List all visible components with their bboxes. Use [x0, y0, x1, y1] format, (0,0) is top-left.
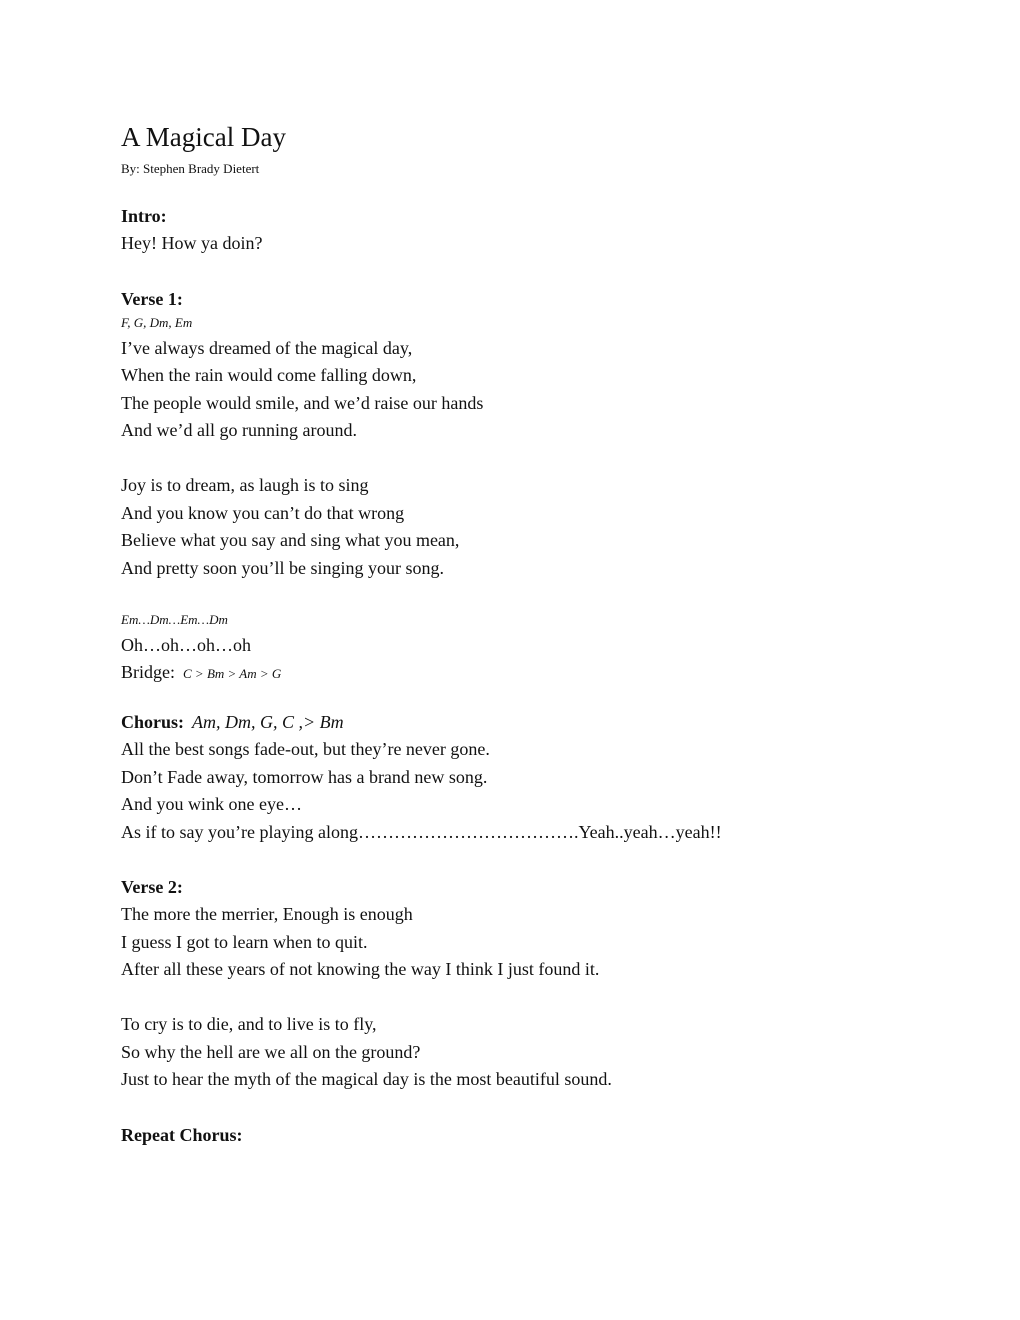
- verse1-line: When the rain would come falling down,: [121, 365, 417, 385]
- chorus-line: Don’t Fade away, tomorrow has a brand new song.: [121, 767, 488, 787]
- verse1-line: And we’d all go running around.: [121, 420, 357, 440]
- verse1-line: I’ve always dreamed of the magical day,: [121, 338, 413, 358]
- verse1-line: And pretty soon you’ll be singing your song.: [121, 558, 444, 578]
- verse2-line: I guess I got to learn when to quit.: [121, 932, 368, 952]
- intro-heading: Intro:: [121, 206, 167, 226]
- verse1-line: The people would smile, and we’d raise our hands: [121, 393, 484, 413]
- pre-bridge-chords: Em…Dm…Em…Dm: [121, 612, 228, 627]
- pre-bridge-line: Oh…oh…oh…oh: [121, 635, 251, 655]
- repeat-chorus-heading: Repeat Chorus:: [121, 1125, 243, 1145]
- verse1-line: Believe what you say and sing what you mean,: [121, 530, 460, 550]
- song-byline: By: Stephen Brady Dietert: [121, 161, 260, 176]
- verse1-chords: F, G, Dm, Em: [121, 315, 193, 330]
- chorus-line: As if to say you’re playing along……………………………….Yeah..yeah…yeah!!: [121, 822, 722, 842]
- verse1-line: And you know you can’t do that wrong: [121, 503, 405, 523]
- verse2-line: After all these years of not knowing the way I think I just found it.: [121, 959, 600, 979]
- verse2-line: Just to hear the myth of the magical day is the most beautiful sound.: [121, 1069, 612, 1089]
- song-title: A Magical Day: [121, 122, 286, 152]
- chorus-chords: Am, Dm, G, C ,> Bm: [192, 712, 344, 732]
- chorus-heading-line: [121, 713, 344, 731]
- verse1-heading: Verse 1:: [121, 289, 183, 309]
- verse2-line: The more the merrier, Enough is enough: [121, 904, 413, 924]
- verse2-line: To cry is to die, and to live is to fly,: [121, 1014, 377, 1034]
- chorus-heading: Chorus:: [121, 712, 185, 732]
- verse2-line: So why the hell are we all on the ground?: [121, 1042, 421, 1062]
- bridge-line: [121, 663, 281, 681]
- chorus-line: And you wink one eye…: [121, 794, 302, 814]
- intro-line: Hey! How ya doin?: [121, 233, 263, 253]
- bridge-chords: C > Bm > Am > G: [183, 666, 282, 681]
- chorus-line: All the best songs fade-out, but they’re never gone.: [121, 739, 490, 759]
- verse2-heading: Verse 2:: [121, 877, 183, 897]
- verse1-line: Joy is to dream, as laugh is to sing: [121, 475, 369, 495]
- bridge-label: Bridge:: [121, 662, 175, 682]
